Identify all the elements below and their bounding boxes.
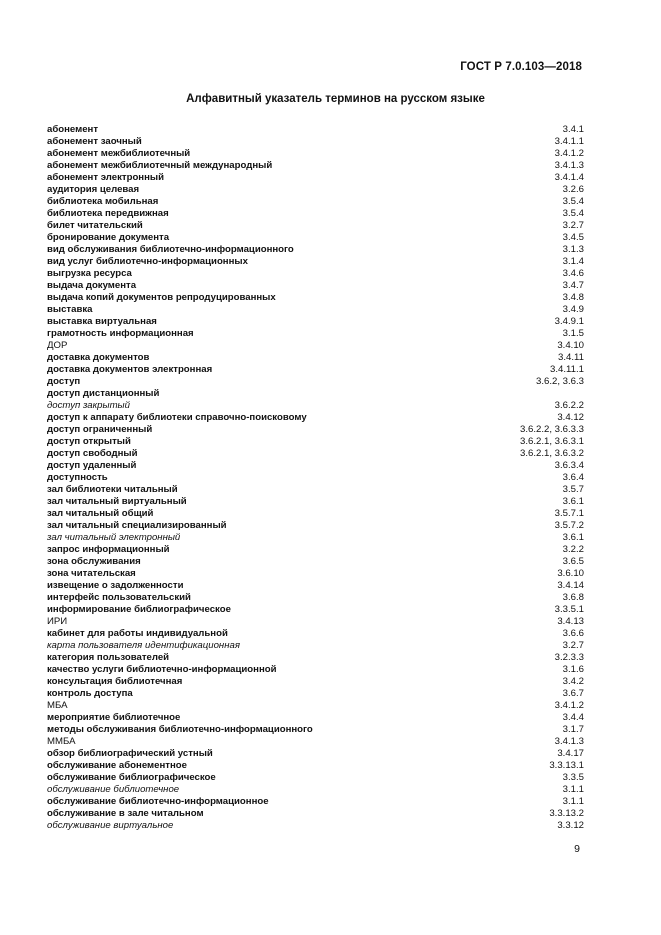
index-entry bbox=[47, 436, 584, 448]
index-term: выдача копий документов репродуцированных bbox=[47, 292, 276, 303]
index-term: вид обслуживания библиотечно-информационного bbox=[47, 244, 294, 255]
index-reference: 3.5.7.1 bbox=[554, 508, 584, 519]
index-entry bbox=[47, 340, 584, 352]
index-entry bbox=[47, 472, 584, 484]
index-entry bbox=[47, 700, 584, 712]
index-reference: 3.6.4 bbox=[562, 472, 584, 483]
index-reference: 3.2.7 bbox=[562, 640, 584, 651]
index-term: аудитория целевая bbox=[47, 184, 140, 195]
index-reference: 3.3.13.1 bbox=[549, 760, 584, 771]
index-reference: 3.4.1 bbox=[562, 124, 584, 135]
index-entry bbox=[47, 256, 584, 268]
index-term: абонемент электронный bbox=[47, 172, 164, 183]
index-entry bbox=[47, 724, 584, 736]
index-term: запрос информационный bbox=[47, 544, 170, 555]
index-reference: 3.4.2 bbox=[562, 676, 584, 687]
index-reference: 3.6.2.1, 3.6.3.2 bbox=[519, 448, 584, 459]
index-term: грамотность информационная bbox=[47, 328, 194, 339]
index-term: доступность bbox=[47, 472, 108, 483]
index-reference: 3.6.8 bbox=[562, 592, 584, 603]
index-term: обслуживание библиотечно-информационное bbox=[47, 796, 269, 807]
index-entry bbox=[47, 304, 584, 316]
index-reference: 3.3.5.1 bbox=[554, 604, 584, 615]
index-entry bbox=[47, 676, 584, 688]
term-index-list bbox=[47, 124, 584, 832]
index-term: выставка bbox=[47, 304, 93, 315]
index-entry bbox=[47, 508, 584, 520]
index-term: выставка виртуальная bbox=[47, 316, 157, 327]
index-term: абонемент bbox=[47, 124, 99, 135]
index-entry bbox=[47, 580, 584, 592]
index-reference: 3.4.12 bbox=[557, 412, 584, 423]
index-term: доступ открытый bbox=[47, 436, 131, 447]
index-term: зал читальный специализированный bbox=[47, 520, 227, 531]
index-reference: 3.6.6 bbox=[562, 628, 584, 639]
index-reference: 3.1.3 bbox=[562, 244, 584, 255]
index-entry bbox=[47, 664, 584, 676]
index-term: доставка документов bbox=[47, 352, 150, 363]
index-reference: 3.1.4 bbox=[562, 256, 584, 267]
index-entry bbox=[47, 208, 584, 220]
index-reference: 3.4.11 bbox=[558, 352, 584, 363]
index-entry bbox=[47, 688, 584, 700]
index-reference: 3.6.2, 3.6.3 bbox=[535, 376, 584, 387]
index-term: бронирование документа bbox=[47, 232, 170, 243]
index-term: доступ к аппарату библиотеки справочно-поисковому bbox=[47, 412, 307, 423]
index-reference: 3.4.17 bbox=[557, 748, 584, 759]
index-reference: 3.4.1.3 bbox=[554, 160, 584, 171]
index-reference: 3.4.8 bbox=[562, 292, 584, 303]
index-entry bbox=[47, 820, 584, 832]
index-entry bbox=[47, 136, 584, 148]
index-reference: 3.6.3.4 bbox=[554, 460, 584, 471]
index-reference: 3.6.2.2, 3.6.3.3 bbox=[519, 424, 584, 435]
index-reference: 3.1.1 bbox=[562, 784, 584, 795]
index-entry bbox=[47, 568, 584, 580]
index-reference: 3.5.7.2 bbox=[554, 520, 584, 531]
index-reference: 3.4.4 bbox=[562, 712, 584, 723]
index-term: зал читальный электронный bbox=[47, 532, 181, 543]
index-term: ММБА bbox=[47, 736, 76, 747]
index-entry bbox=[47, 280, 584, 292]
index-term: выдача документа bbox=[47, 280, 137, 291]
index-entry bbox=[47, 148, 584, 160]
index-reference: 3.4.7 bbox=[562, 280, 584, 291]
index-term: обслуживание виртуальное bbox=[47, 820, 174, 831]
index-entry bbox=[47, 484, 584, 496]
index-term: зал библиотеки читальный bbox=[47, 484, 178, 495]
document-code: ГОСТ Р 7.0.103—2018 bbox=[460, 61, 582, 73]
index-entry bbox=[47, 712, 584, 724]
index-term: зал читальный виртуальный bbox=[47, 496, 187, 507]
index-term: доступ ограниченный bbox=[47, 424, 153, 435]
index-reference: 3.3.5 bbox=[562, 772, 584, 783]
index-entry bbox=[47, 196, 584, 208]
index-reference: 3.4.10 bbox=[557, 340, 584, 351]
index-entry bbox=[47, 544, 584, 556]
index-reference: 3.4.1.3 bbox=[554, 736, 584, 747]
index-reference: 3.4.1.2 bbox=[554, 700, 584, 711]
index-entry bbox=[47, 184, 584, 196]
index-reference: 3.2.3.3 bbox=[554, 652, 584, 663]
index-entry bbox=[47, 388, 584, 400]
index-term: библиотека передвижная bbox=[47, 208, 169, 219]
index-reference: 3.2.7 bbox=[562, 220, 584, 231]
index-term: зона обслуживания bbox=[47, 556, 141, 567]
index-term: обзор библиографический устный bbox=[47, 748, 213, 759]
index-entry bbox=[47, 604, 584, 616]
index-term: обслуживание абонементное bbox=[47, 760, 187, 771]
index-entry bbox=[47, 244, 584, 256]
index-entry bbox=[47, 652, 584, 664]
index-term: обслуживание библиографическое bbox=[47, 772, 216, 783]
section-title: Алфавитный указатель терминов на русском языке bbox=[186, 93, 485, 105]
index-entry bbox=[47, 556, 584, 568]
index-term: интерфейс пользовательский bbox=[47, 592, 191, 603]
index-term: обслуживание в зале читальном bbox=[47, 808, 204, 819]
index-term: консультация библиотечная bbox=[47, 676, 183, 687]
index-entry bbox=[47, 748, 584, 760]
index-term: абонемент межбиблиотечный bbox=[47, 148, 191, 159]
index-reference: 3.1.1 bbox=[562, 796, 584, 807]
index-reference: 3.6.1 bbox=[562, 496, 584, 507]
index-entry bbox=[47, 496, 584, 508]
index-term: зал читальный общий bbox=[47, 508, 154, 519]
index-term: ДОР bbox=[47, 340, 68, 351]
index-term: доступ дистанционный bbox=[47, 388, 160, 399]
index-entry bbox=[47, 328, 584, 340]
page-number: 9 bbox=[574, 843, 580, 855]
index-entry bbox=[47, 424, 584, 436]
index-entry bbox=[47, 232, 584, 244]
index-entry bbox=[47, 772, 584, 784]
index-term: кабинет для работы индивидуальной bbox=[47, 628, 228, 639]
index-reference: 3.4.11.1 bbox=[550, 364, 584, 375]
index-term: обслуживание библиотечное bbox=[47, 784, 180, 795]
index-term: ИРИ bbox=[47, 616, 68, 627]
index-term: доступ закрытый bbox=[47, 400, 130, 411]
index-reference: 3.4.1.1 bbox=[554, 136, 584, 147]
index-entry bbox=[47, 124, 584, 136]
index-reference: 3.4.5 bbox=[562, 232, 584, 243]
index-entry bbox=[47, 460, 584, 472]
index-term: вид услуг библиотечно-информационных bbox=[47, 256, 248, 267]
index-entry bbox=[47, 760, 584, 772]
index-entry bbox=[47, 268, 584, 280]
index-reference: 3.2.2 bbox=[562, 544, 584, 555]
index-entry bbox=[47, 160, 584, 172]
index-term: карта пользователя идентификационная bbox=[47, 640, 240, 651]
index-entry bbox=[47, 364, 584, 376]
index-entry bbox=[47, 616, 584, 628]
index-term: качество услуги библиотечно-информационной bbox=[47, 664, 277, 675]
index-term: доставка документов электронная bbox=[47, 364, 213, 375]
index-reference: 3.4.9 bbox=[562, 304, 584, 315]
index-reference: 3.6.1 bbox=[562, 532, 584, 543]
index-term: библиотека мобильная bbox=[47, 196, 159, 207]
index-term: извещение о задолженности bbox=[47, 580, 184, 591]
index-entry bbox=[47, 316, 584, 328]
index-reference: 3.4.1.2 bbox=[554, 148, 584, 159]
index-reference: 3.4.1.4 bbox=[554, 172, 584, 183]
index-entry bbox=[47, 292, 584, 304]
index-reference: 3.1.5 bbox=[562, 328, 584, 339]
index-term: информирование библиографическое bbox=[47, 604, 231, 615]
index-term: доступ bbox=[47, 376, 81, 387]
index-term: выгрузка ресурса bbox=[47, 268, 132, 279]
index-reference: 3.6.5 bbox=[562, 556, 584, 567]
index-entry bbox=[47, 520, 584, 532]
index-reference: 3.6.2.2 bbox=[554, 400, 584, 411]
index-term: зона читательская bbox=[47, 568, 136, 579]
index-term: методы обслуживания библиотечно-информационного bbox=[47, 724, 313, 735]
index-term: МБА bbox=[47, 700, 68, 711]
index-term: категория пользователей bbox=[47, 652, 170, 663]
index-entry bbox=[47, 376, 584, 388]
index-entry bbox=[47, 532, 584, 544]
index-entry bbox=[47, 628, 584, 640]
index-entry bbox=[47, 400, 584, 412]
index-entry bbox=[47, 448, 584, 460]
index-entry bbox=[47, 784, 584, 796]
index-reference: 3.6.7 bbox=[562, 688, 584, 699]
index-reference: 3.4.9.1 bbox=[554, 316, 584, 327]
index-reference: 3.5.7 bbox=[562, 484, 584, 495]
index-entry bbox=[47, 352, 584, 364]
index-entry bbox=[47, 172, 584, 184]
index-reference: 3.3.13.2 bbox=[549, 808, 584, 819]
index-reference: 3.4.14 bbox=[557, 580, 584, 591]
index-entry bbox=[47, 796, 584, 808]
index-reference: 3.5.4 bbox=[562, 208, 584, 219]
index-term: доступ удаленный bbox=[47, 460, 137, 471]
index-reference: 3.2.6 bbox=[562, 184, 584, 195]
index-reference: 3.3.12 bbox=[557, 820, 584, 831]
index-term: абонемент межбиблиотечный международный bbox=[47, 160, 273, 171]
index-term: контроль доступа bbox=[47, 688, 133, 699]
index-term: билет читательский bbox=[47, 220, 143, 231]
index-entry bbox=[47, 220, 584, 232]
index-reference: 3.4.6 bbox=[562, 268, 584, 279]
index-entry bbox=[47, 412, 584, 424]
index-reference: 3.6.10 bbox=[557, 568, 584, 579]
index-term: мероприятие библиотечное bbox=[47, 712, 181, 723]
index-entry bbox=[47, 736, 584, 748]
index-reference: 3.1.6 bbox=[562, 664, 584, 675]
index-entry bbox=[47, 808, 584, 820]
index-reference: 3.4.13 bbox=[557, 616, 584, 627]
index-reference: 3.6.2.1, 3.6.3.1 bbox=[519, 436, 584, 447]
index-entry bbox=[47, 592, 584, 604]
index-reference: 3.5.4 bbox=[562, 196, 584, 207]
index-term: доступ свободный bbox=[47, 448, 138, 459]
index-reference: 3.1.7 bbox=[562, 724, 584, 735]
index-entry bbox=[47, 640, 584, 652]
index-term: абонемент заочный bbox=[47, 136, 142, 147]
